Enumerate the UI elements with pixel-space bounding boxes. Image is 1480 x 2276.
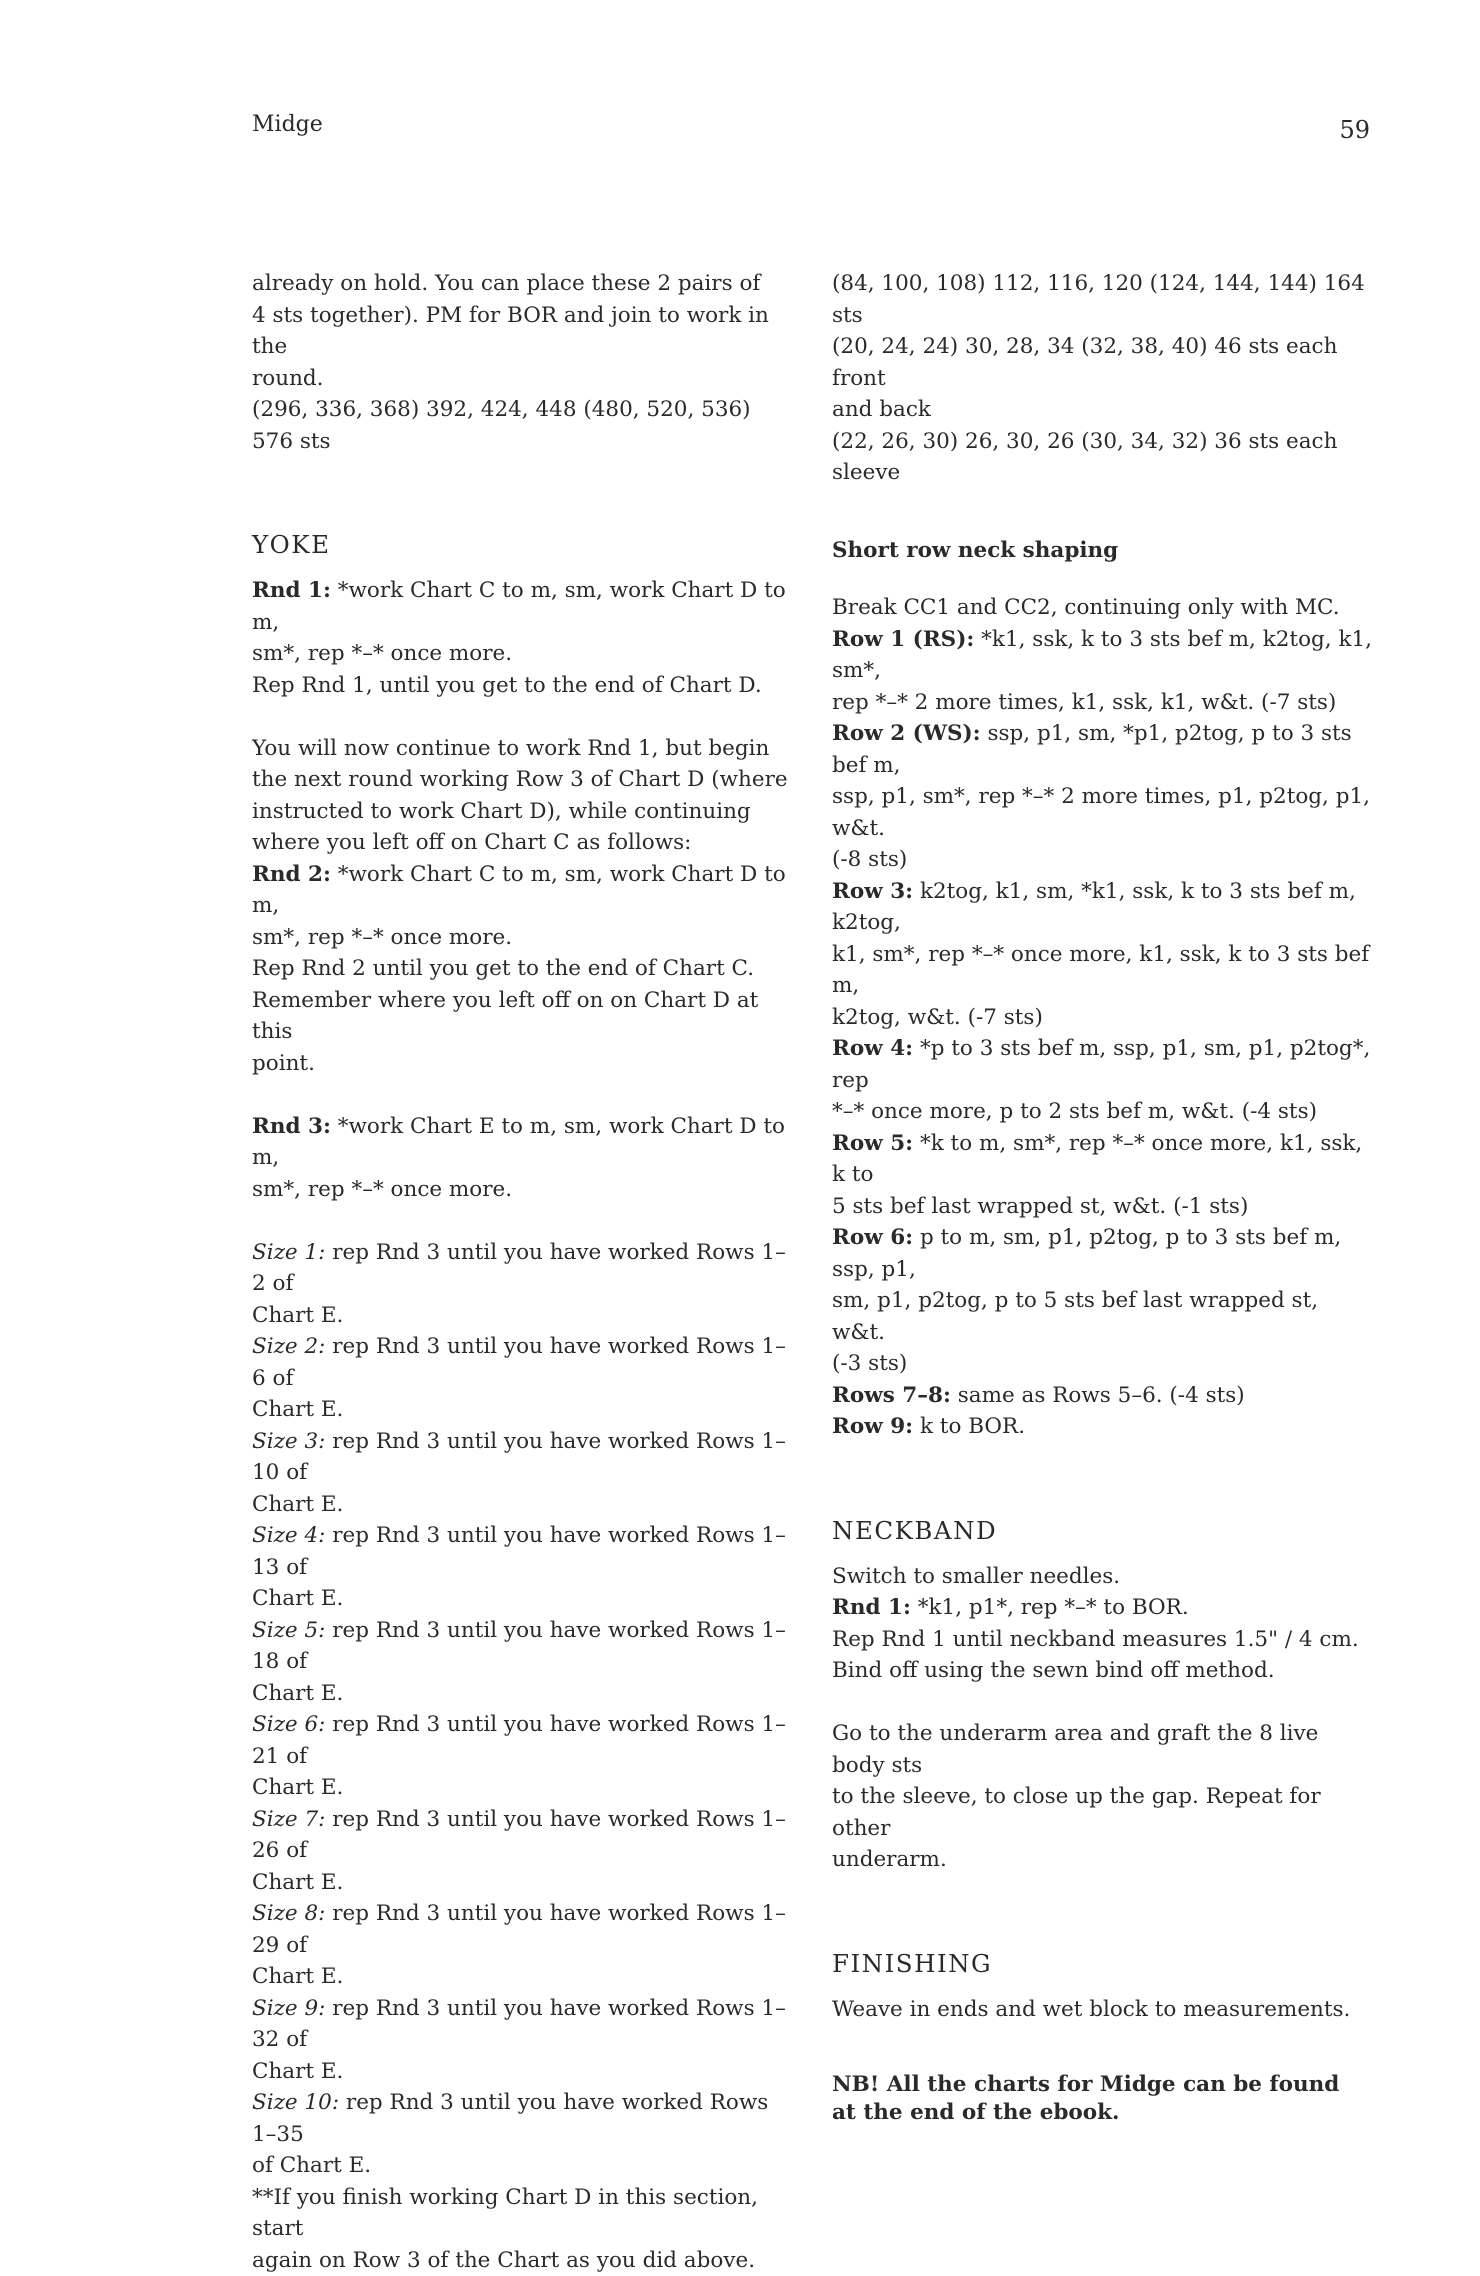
- body-text: already on hold. You can place these 2 pairs of: [252, 268, 792, 300]
- instruction-rnd-1: Rnd 1: *work Chart C to m, sm, work Chart D to m,: [252, 575, 792, 638]
- size-instruction: Size 7: rep Rnd 3 until you have worked Rows 1–26 of: [252, 1804, 792, 1867]
- instruction-label: Rnd 2:: [252, 862, 331, 887]
- size-label: Size 9:: [252, 1996, 325, 2021]
- instruction-label: Rnd 1:: [832, 1595, 911, 1620]
- body-text: Chart E.: [252, 1300, 792, 1332]
- instruction-row-2: Row 2 (WS): ssp, p1, sm, *p1, p2tog, p to 3 sts bef m,: [832, 718, 1372, 781]
- instruction-row-4: Row 4: *p to 3 sts bef m, ssp, p1, sm, p1, p2tog*, rep: [832, 1033, 1372, 1096]
- size-instruction: Size 8: rep Rnd 3 until you have worked Rows 1–29 of: [252, 1898, 792, 1961]
- body-text: Chart E.: [252, 1772, 792, 1804]
- size-label: Size 2:: [252, 1334, 325, 1359]
- instruction-rnd-3: Rnd 3: *work Chart E to m, sm, work Chart D to m,: [252, 1111, 792, 1174]
- stitch-counts: (20, 24, 24) 30, 28, 34 (32, 38, 40) 46 sts each front: [832, 331, 1372, 394]
- body-text: Chart E.: [252, 1583, 792, 1615]
- body-text: (-8 sts): [832, 844, 1372, 876]
- instruction-rows-7-8: Rows 7–8: same as Rows 5–6. (-4 sts): [832, 1380, 1372, 1412]
- body-text: underarm.: [832, 1844, 1372, 1876]
- section-heading-neckband: NECKBAND: [832, 1511, 1372, 1551]
- size-label: Size 1:: [252, 1240, 325, 1265]
- stitch-counts: (22, 26, 30) 26, 30, 26 (30, 34, 32) 36 sts each sleeve: [832, 426, 1372, 489]
- section-heading-finishing: FINISHING: [832, 1944, 1372, 1984]
- instruction-label: Row 6:: [832, 1225, 913, 1250]
- body-text: ssp, p1, sm*, rep *–* 2 more times, p1, p2tog, p1, w&t.: [832, 781, 1372, 844]
- instruction-label: Row 5:: [832, 1131, 913, 1156]
- body-text: Go to the underarm area and graft the 8 live body sts: [832, 1718, 1372, 1781]
- running-title: Midge: [252, 112, 323, 137]
- instruction-row-5: Row 5: *k to m, sm*, rep *–* once more, k1, ssk, k to: [832, 1128, 1372, 1191]
- size-label: Size 4:: [252, 1523, 325, 1548]
- subheading-short-row-neck-shaping: Short row neck shaping: [832, 535, 1372, 567]
- body-text: sm*, rep *–* once more.: [252, 1174, 792, 1206]
- body-text: Remember where you left off on on Chart D at this: [252, 985, 792, 1048]
- body-text: Bind off using the sewn bind off method.: [832, 1655, 1372, 1687]
- size-label: Size 7:: [252, 1807, 325, 1832]
- page-header: [252, 112, 1370, 152]
- size-instruction: Size 3: rep Rnd 3 until you have worked Rows 1–10 of: [252, 1426, 792, 1489]
- body-text: Chart E.: [252, 1489, 792, 1521]
- body-text: (-3 sts): [832, 1348, 1372, 1380]
- size-instruction: Size 4: rep Rnd 3 until you have worked Rows 1–13 of: [252, 1520, 792, 1583]
- instruction-label: Row 4:: [832, 1036, 913, 1061]
- body-text: sm, p1, p2tog, p to 5 sts bef last wrapped st, w&t.: [832, 1285, 1372, 1348]
- size-label: Size 10:: [252, 2090, 339, 2115]
- instruction-label: Row 1 (RS):: [832, 627, 974, 652]
- instruction-rnd-2: Rnd 2: *work Chart C to m, sm, work Chart D to m,: [252, 859, 792, 922]
- body-text: sm*, rep *–* once more.: [252, 638, 792, 670]
- instruction-row-3: Row 3: k2tog, k1, sm, *k1, ssk, k to 3 sts bef m, k2tog,: [832, 876, 1372, 939]
- size-label: Size 8:: [252, 1901, 325, 1926]
- instruction-row-9: Row 9: k to BOR.: [832, 1411, 1372, 1443]
- chart-location-note: NB! All the charts for Midge can be found: [832, 2071, 1372, 2099]
- section-heading-yoke: YOKE: [252, 525, 792, 565]
- body-text: *–* once more, p to 2 sts bef m, w&t. (-4 sts): [832, 1096, 1372, 1128]
- body-text: 4 sts together). PM for BOR and join to work in the: [252, 300, 792, 363]
- body-text: Chart E.: [252, 1678, 792, 1710]
- body-text: Chart E.: [252, 1867, 792, 1899]
- body-text: again on Row 3 of the Chart as you did above.: [252, 2245, 792, 2276]
- body-text: Rep Rnd 1 until neckband measures 1.5" / 4 cm.: [832, 1624, 1372, 1656]
- size-instruction: Size 9: rep Rnd 3 until you have worked Rows 1–32 of: [252, 1993, 792, 2056]
- size-instruction: Size 10: rep Rnd 3 until you have worked Rows 1–35: [252, 2087, 792, 2150]
- size-instruction: Size 6: rep Rnd 3 until you have worked Rows 1–21 of: [252, 1709, 792, 1772]
- body-text: Chart E.: [252, 1961, 792, 1993]
- body-text: Break CC1 and CC2, continuing only with MC.: [832, 592, 1372, 624]
- body-text: Chart E.: [252, 1394, 792, 1426]
- body-text: instructed to work Chart D), while continuing: [252, 796, 792, 828]
- body-text: where you left off on Chart C as follows:: [252, 827, 792, 859]
- left-column: [252, 268, 792, 2276]
- body-text: Rep Rnd 1, until you get to the end of Chart D.: [252, 670, 792, 702]
- stitch-counts: (84, 100, 108) 112, 116, 120 (124, 144, 144) 164 sts: [832, 268, 1372, 331]
- body-text: round.: [252, 363, 792, 395]
- instruction-label: Rnd 1:: [252, 578, 331, 603]
- instruction-row-6: Row 6: p to m, sm, p1, p2tog, p to 3 sts bef m, ssp, p1,: [832, 1222, 1372, 1285]
- stitch-counts: (296, 336, 368) 392, 424, 448 (480, 520, 536) 576 sts: [252, 394, 792, 457]
- body-text: rep *–* 2 more times, k1, ssk, k1, w&t. (-7 sts): [832, 687, 1372, 719]
- body-text: the next round working Row 3 of Chart D (where: [252, 764, 792, 796]
- instruction-row-1: Row 1 (RS): *k1, ssk, k to 3 sts bef m, k2tog, k1, sm*,: [832, 624, 1372, 687]
- page-number: 59: [1339, 116, 1370, 144]
- body-text: k1, sm*, rep *–* once more, k1, ssk, k to 3 sts bef m,: [832, 939, 1372, 1002]
- body-text: You will now continue to work Rnd 1, but begin: [252, 733, 792, 765]
- size-label: Size 5:: [252, 1618, 325, 1643]
- body-text: Weave in ends and wet block to measurements.: [832, 1994, 1372, 2026]
- body-text: of Chart E.: [252, 2150, 792, 2182]
- size-list: [252, 1237, 792, 2182]
- instruction-label: Rows 7–8:: [832, 1383, 951, 1408]
- instruction-label: Row 2 (WS):: [832, 721, 981, 746]
- body-text: 5 sts bef last wrapped st, w&t. (-1 sts): [832, 1191, 1372, 1223]
- body-text: sm*, rep *–* once more.: [252, 922, 792, 954]
- instruction-label: Row 3:: [832, 879, 913, 904]
- size-instruction: Size 2: rep Rnd 3 until you have worked Rows 1–6 of: [252, 1331, 792, 1394]
- instruction-label: Rnd 3:: [252, 1114, 331, 1139]
- size-label: Size 6:: [252, 1712, 325, 1737]
- body-text: to the sleeve, to close up the gap. Repeat for other: [832, 1781, 1372, 1844]
- body-text: Switch to smaller needles.: [832, 1561, 1372, 1593]
- right-column: [832, 268, 1372, 2127]
- instruction-label: Row 9:: [832, 1414, 913, 1439]
- size-label: Size 3:: [252, 1429, 325, 1454]
- size-instruction: Size 5: rep Rnd 3 until you have worked Rows 1–18 of: [252, 1615, 792, 1678]
- instruction-rnd-1: Rnd 1: *k1, p1*, rep *–* to BOR.: [832, 1592, 1372, 1624]
- body-text: **If you finish working Chart D in this section, start: [252, 2182, 792, 2245]
- body-text: Rep Rnd 2 until you get to the end of Chart C.: [252, 953, 792, 985]
- body-text: point.: [252, 1048, 792, 1080]
- chart-location-note: at the end of the ebook.: [832, 2099, 1372, 2127]
- size-instruction: Size 1: rep Rnd 3 until you have worked Rows 1–2 of: [252, 1237, 792, 1300]
- stitch-counts: and back: [832, 394, 1372, 426]
- body-text: k2tog, w&t. (-7 sts): [832, 1002, 1372, 1034]
- body-text: Chart E.: [252, 2056, 792, 2088]
